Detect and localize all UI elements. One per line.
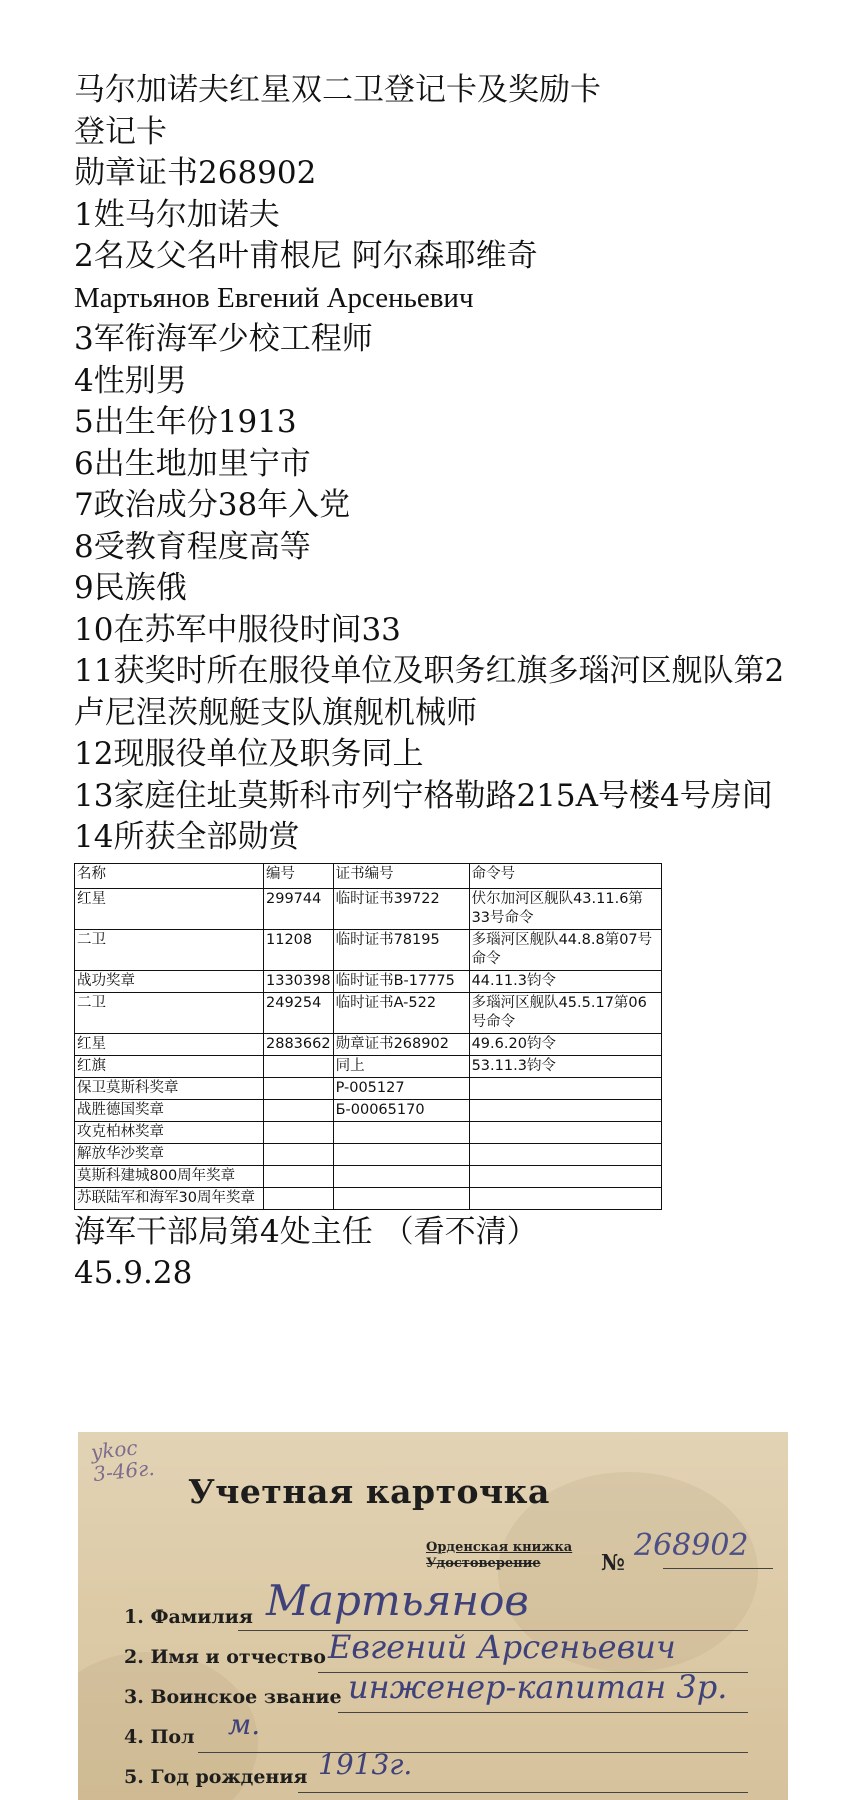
award-name-cell: 攻克柏林奖章 — [75, 1121, 264, 1143]
awards-body — [75, 888, 662, 1209]
award-order-cell: 49.6.20钧令 — [469, 1033, 661, 1055]
award-order-cell: 多瑙河区舰队45.5.17第06号命令 — [469, 992, 661, 1033]
card-field-sex-label: 4. Пол — [124, 1726, 195, 1748]
document-subtitle: 登记卡 — [74, 113, 167, 150]
award-order-cell: 44.11.3钧令 — [469, 970, 661, 992]
awards-header-row — [75, 863, 662, 888]
award-number-cell: 249254 — [264, 992, 334, 1033]
field-current-unit: 12现服役单位及职务同上 — [74, 736, 424, 772]
award-number-cell: 2883662 — [264, 1033, 334, 1055]
award-number-cell — [264, 1099, 334, 1121]
field-rank: 3军衔海军少校工程师 — [74, 321, 373, 357]
award-certificate-cell — [333, 1165, 469, 1187]
award-certificate-cell: 临时证书A-522 — [333, 992, 469, 1033]
award-certificate-cell — [333, 1187, 469, 1209]
award-certificate-cell: 同上 — [333, 1055, 469, 1077]
award-name-cell: 苏联陆军和海军30周年奖章 — [75, 1187, 264, 1209]
award-number-cell: 299744 — [264, 888, 334, 929]
card-field-birth-label: 5. Год рождения — [124, 1766, 308, 1788]
card-field-surname-value: Мартьянов — [266, 1576, 529, 1625]
card-field-name-label: 2. Имя и отчество — [124, 1646, 326, 1668]
header-certificate: 证书编号 — [333, 863, 469, 888]
award-certificate-cell: 勋章证书268902 — [333, 1033, 469, 1055]
certificate-line: 勋章证书268902 — [74, 155, 317, 191]
document-title: 马尔加诺夫红星双二卫登记卡及奖励卡 — [74, 72, 601, 108]
award-name-cell: 红旗 — [75, 1055, 264, 1077]
award-number-cell — [264, 1055, 334, 1077]
field-birth-year: 5出生年份1913 — [74, 404, 297, 440]
award-name-cell: 战胜德国奖章 — [75, 1099, 264, 1121]
award-order-cell — [469, 1165, 661, 1187]
header-name: 名称 — [75, 863, 264, 888]
award-number-cell — [264, 1165, 334, 1187]
award-order-cell — [469, 1077, 661, 1099]
field-sex: 4性别男 — [74, 362, 187, 399]
card-corner-note: ykoc 3-46г. — [89, 1435, 156, 1487]
awards-table — [74, 863, 662, 1210]
field-name-patronymic: 2名及父名叶甫根尼 阿尔森耶维奇 — [74, 238, 538, 274]
award-order-cell — [469, 1187, 661, 1209]
header-number: 编号 — [264, 863, 334, 888]
award-order-cell — [469, 1121, 661, 1143]
award-name-cell: 莫斯科建城800周年奖章 — [75, 1165, 264, 1187]
award-number-cell — [264, 1187, 334, 1209]
award-row — [75, 1099, 662, 1121]
award-name-cell: 战功奖章 — [75, 970, 264, 992]
card-field-surname-label: 1. Фамилия — [124, 1606, 253, 1628]
header-order: 命令号 — [469, 863, 661, 888]
card-number-label: № — [601, 1550, 625, 1576]
card-number-value: 268902 — [634, 1528, 749, 1563]
field-service-since: 10在苏军中服役时间33 — [74, 611, 401, 648]
award-name-cell: 红星 — [75, 888, 264, 929]
award-order-cell — [469, 1099, 661, 1121]
award-certificate-cell — [333, 1121, 469, 1143]
award-row — [75, 992, 662, 1033]
award-number-cell: 1330398 — [264, 970, 334, 992]
award-number-cell — [264, 1121, 334, 1143]
award-certificate-cell: 临时证书78195 — [333, 929, 469, 970]
field-surname: 1姓马尔加诺夫 — [74, 196, 280, 233]
award-order-cell: 多瑙河区舰队44.8.8第07号命令 — [469, 929, 661, 970]
award-name-cell: 二卫 — [75, 929, 264, 970]
award-name-cell: 保卫莫斯科奖章 — [75, 1077, 264, 1099]
field-address: 13家庭住址莫斯科市列宁格勒路215A号楼4号房间 — [74, 777, 773, 814]
field-nationality: 9民族俄 — [74, 570, 187, 606]
award-number-cell — [264, 1143, 334, 1165]
award-number-cell: 11208 — [264, 929, 334, 970]
award-certificate-cell: P-005127 — [333, 1077, 469, 1099]
signature-line: 海军干部局第4处主任 （看不清） — [74, 1213, 538, 1250]
award-certificate-cell: 临时证书39722 — [333, 888, 469, 929]
award-row — [75, 929, 662, 970]
award-row — [75, 1187, 662, 1209]
scanned-card-image — [78, 1432, 788, 1800]
field-awards-heading: 14所获全部勋赏 — [74, 819, 300, 855]
card-field-rank-value: инженер-капитан 3р. — [348, 1668, 728, 1706]
field-birthplace: 6出生地加里宁市 — [74, 445, 311, 482]
award-number-cell — [264, 1077, 334, 1099]
award-row — [75, 1165, 662, 1187]
card-field-birth-value: 1913г. — [318, 1748, 413, 1781]
field-unit-at-award: 11获奖时所在服役单位及职务红旗多瑙河区舰队第2卢尼涅茨舰艇支队旗舰机械师 — [74, 653, 785, 731]
field-education: 8受教育程度高等 — [74, 528, 311, 565]
award-row — [75, 1033, 662, 1055]
award-row — [75, 1055, 662, 1077]
award-order-cell: 53.11.3钧令 — [469, 1055, 661, 1077]
card-field-sex-value: м. — [228, 1708, 261, 1741]
award-order-cell: 伏尔加河区舰队43.11.6第33号命令 — [469, 888, 661, 929]
card-field-name-value: Евгений Арсеньевич — [328, 1628, 676, 1666]
award-certificate-cell — [333, 1143, 469, 1165]
transcription-document — [74, 70, 794, 1295]
award-certificate-cell: 临时证书B-17775 — [333, 970, 469, 992]
russian-name: Мартьянов Евгений Арсеньевич — [74, 281, 474, 314]
award-row — [75, 1077, 662, 1099]
card-field-rank-label: 3. Воинское звание — [124, 1686, 342, 1708]
award-row — [75, 1121, 662, 1143]
award-name-cell: 红星 — [75, 1033, 264, 1055]
award-name-cell: 二卫 — [75, 992, 264, 1033]
award-certificate-cell: Б-00065170 — [333, 1099, 469, 1121]
field-party: 7政治成分38年入党 — [74, 487, 351, 523]
award-row — [75, 888, 662, 929]
award-name-cell: 解放华沙奖章 — [75, 1143, 264, 1165]
award-order-cell — [469, 1143, 661, 1165]
card-book-type: Орденская книжка Удостоверение — [426, 1540, 573, 1571]
date-line: 45.9.28 — [74, 1255, 193, 1291]
card-title: Учетная карточка — [188, 1472, 550, 1511]
award-row — [75, 1143, 662, 1165]
award-row — [75, 970, 662, 992]
